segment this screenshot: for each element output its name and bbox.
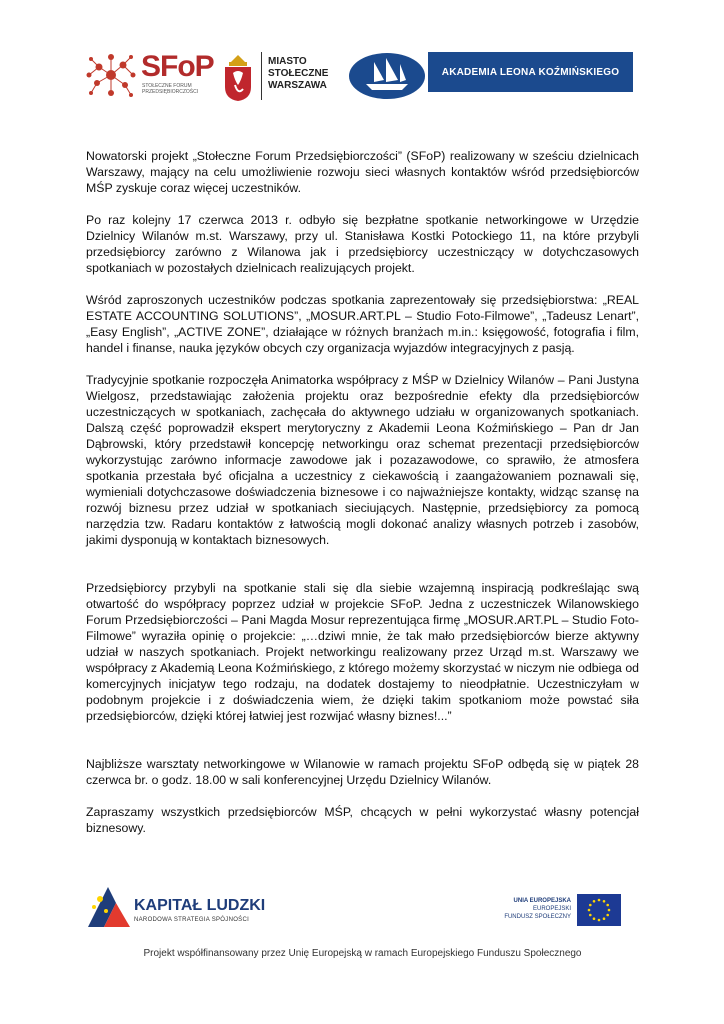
header-logos	[85, 44, 645, 108]
logo-separator	[261, 52, 262, 100]
eu-line-2: EUROPEJSKI	[532, 906, 571, 912]
academy-ship-logo-icon	[348, 52, 426, 100]
sfop-logo-subtitle: STOŁECZNE FORUM PRZEDSIĘBIORCZOŚCI	[142, 83, 199, 95]
city-logo-text	[268, 56, 328, 92]
city-line-3: WARSZAWA	[268, 80, 327, 91]
warsaw-coat-of-arms-icon	[221, 51, 255, 103]
paragraph-invitation: Zapraszamy wszystkich przedsiębiorców MŚP, chcących w pełni wykorzystać własny potencjał biznesowy.	[86, 805, 639, 835]
eu-line-3: FUNDUSZ SPOŁECZNY	[504, 914, 571, 920]
city-line-1: MIASTO	[268, 56, 307, 67]
kapital-ludzki-title: KAPITAŁ LUDZKI	[134, 897, 266, 914]
paragraph-meeting: Po raz kolejny 17 czerwca 2013 r. odbyło się bezpłatne spotkanie networkingowe w Urzędzie Dzielnicy Wilanów m.st. Warszawy, przy ul. Stanisława Kostki Potockiego 11, na które przybyli przedsiębiorcy zarówno z Wilanowa jak i przedsiębiorcy uczestniczący w dotychczasowych spotkaniach w pozostałych dzielnicach realizujących projekt.	[86, 213, 639, 275]
paragraph-next-workshop: Najbliższe warsztaty networkingowe w Wilanowie w ramach projektu SFoP odbędą się w piątek 28 czerwca br. o godz. 18.00 w sali konferencyjnej Urzędu Dzielnicy Wilanów.	[86, 757, 639, 787]
kapital-ludzki-subtitle: NARODOWA STRATEGIA SPÓJNOŚCI	[134, 917, 250, 923]
footer-logos	[86, 885, 639, 965]
sfop-logo-text: SFoP	[141, 50, 214, 83]
kapital-ludzki-logo-icon	[86, 885, 134, 929]
paragraph-intro: Nowatorski projekt „Stołeczne Forum Przedsiębiorczości” (SFoP) realizowany w sześciu dzielnicach Warszawy, mający na celu umożliwienie rozwoju sieci własnych kontaktów wśród przedsiębiorców MŚP zyskuje coraz więcej uczestników.	[86, 149, 639, 195]
paragraph-companies: Wśród zaproszonych uczestników podczas spotkania zaprezentowały się przedsiębiorstwa: „REAL ESTATE ACCOUNTING SOLUTIONS”, „MOSUR.ART.PL – Studio Foto-Filmowe”, „Tadeusz Lenart”, „Easy English”, „ACTIVE ZONE”, działające w różnych branżach m.in.: księgowość, fotografia i film, handel i finanse, nauka języków obcych czy organizacja wyjazdów integracyjnych z pasją.	[86, 293, 639, 355]
cofunding-note: Projekt współfinansowany przez Unię Europejską w ramach Europejskiego Funduszu Społecznego	[143, 948, 582, 959]
eu-line-1: UNIA EUROPEJSKA	[513, 898, 571, 904]
academy-name-banner: AKADEMIA LEONA KOŹMIŃSKIEGO	[428, 52, 633, 92]
paragraph-agenda: Tradycyjnie spotkanie rozpoczęła Animatorka współpracy z MŚP w Dzielnicy Wilanów – Pani Justyna Wielgosz, przedstawiając założenia projektu oraz bezpośrednie efekty dla przedsiębiorców uczestniczących w spotkaniach, zachęcała do aktywnego udziału w organizowanych spotkaniach. Dalszą część poprowadził ekspert merytoryczny z Akademii Leona Koźmińskiego – Pan dr Jan Dąbrowski, który przedstawił koncepcję networkingu oraz schemat prezentacji przedsiębiorców wykorzystując zarówno informacje zawodowe jak i pozazawodowe, co sprawiło, że atmosfera spotkania przestała być oficjalna a uczestnicy z ciekawością i zaangażowaniem poznawali się, wymieniali dotychczasowe doświadczenia biznesowe i co najważniejsze kontakty, widząc szansę na rozwój biznesu przez udział w spotkaniach sieciujących. Następnie, przedsiębiorcy za pomocą narzędzia tzw. Radaru kontaktów z łatwością mogli dokonać analizy własnych potrzeb i zasobów, jakimi dysponują w kontaktach biznesowych.	[86, 373, 639, 547]
city-line-2: STOŁECZNE	[268, 68, 329, 79]
eu-fund-text	[491, 897, 571, 921]
article-body	[86, 148, 639, 852]
eu-flag-icon	[577, 894, 621, 926]
paragraph-testimonial: Przedsiębiorcy przybyli na spotkanie stali się dla siebie wzajemną inspiracją podkreślając swą otwartość do współpracy poprzez udział w projekcie SFoP. Jedna z uczestniczek Wilanowskiego Forum Przedsiębiorczości – Pani Magda Mosur reprezentująca firmę „MOSUR.ART.PL – Studio Foto-Filmowe” wyraziła opinię o projekcie: „…dziwi mnie, że tak mało przedsiębiorców bierze aktywny udział w naszych spotkaniach. Projekt networkingu realizowany przez Urząd m.st. Warszawy we współpracy z Akademią Leona Koźmińskiego, z którego możemy skorzystać w niczym nie odbiega od komercyjnych inicjatyw tego rodzaju, na dodatek dostajemy to nieodpłatnie. Uczestniczyłam w podobnym projekcie i z doświadczenia wiem, że dzięki takim spotkaniom może powstać siła przedsiębiorców, dzięki której łatwiej jest rozwijać własny biznes!...”	[86, 581, 639, 723]
